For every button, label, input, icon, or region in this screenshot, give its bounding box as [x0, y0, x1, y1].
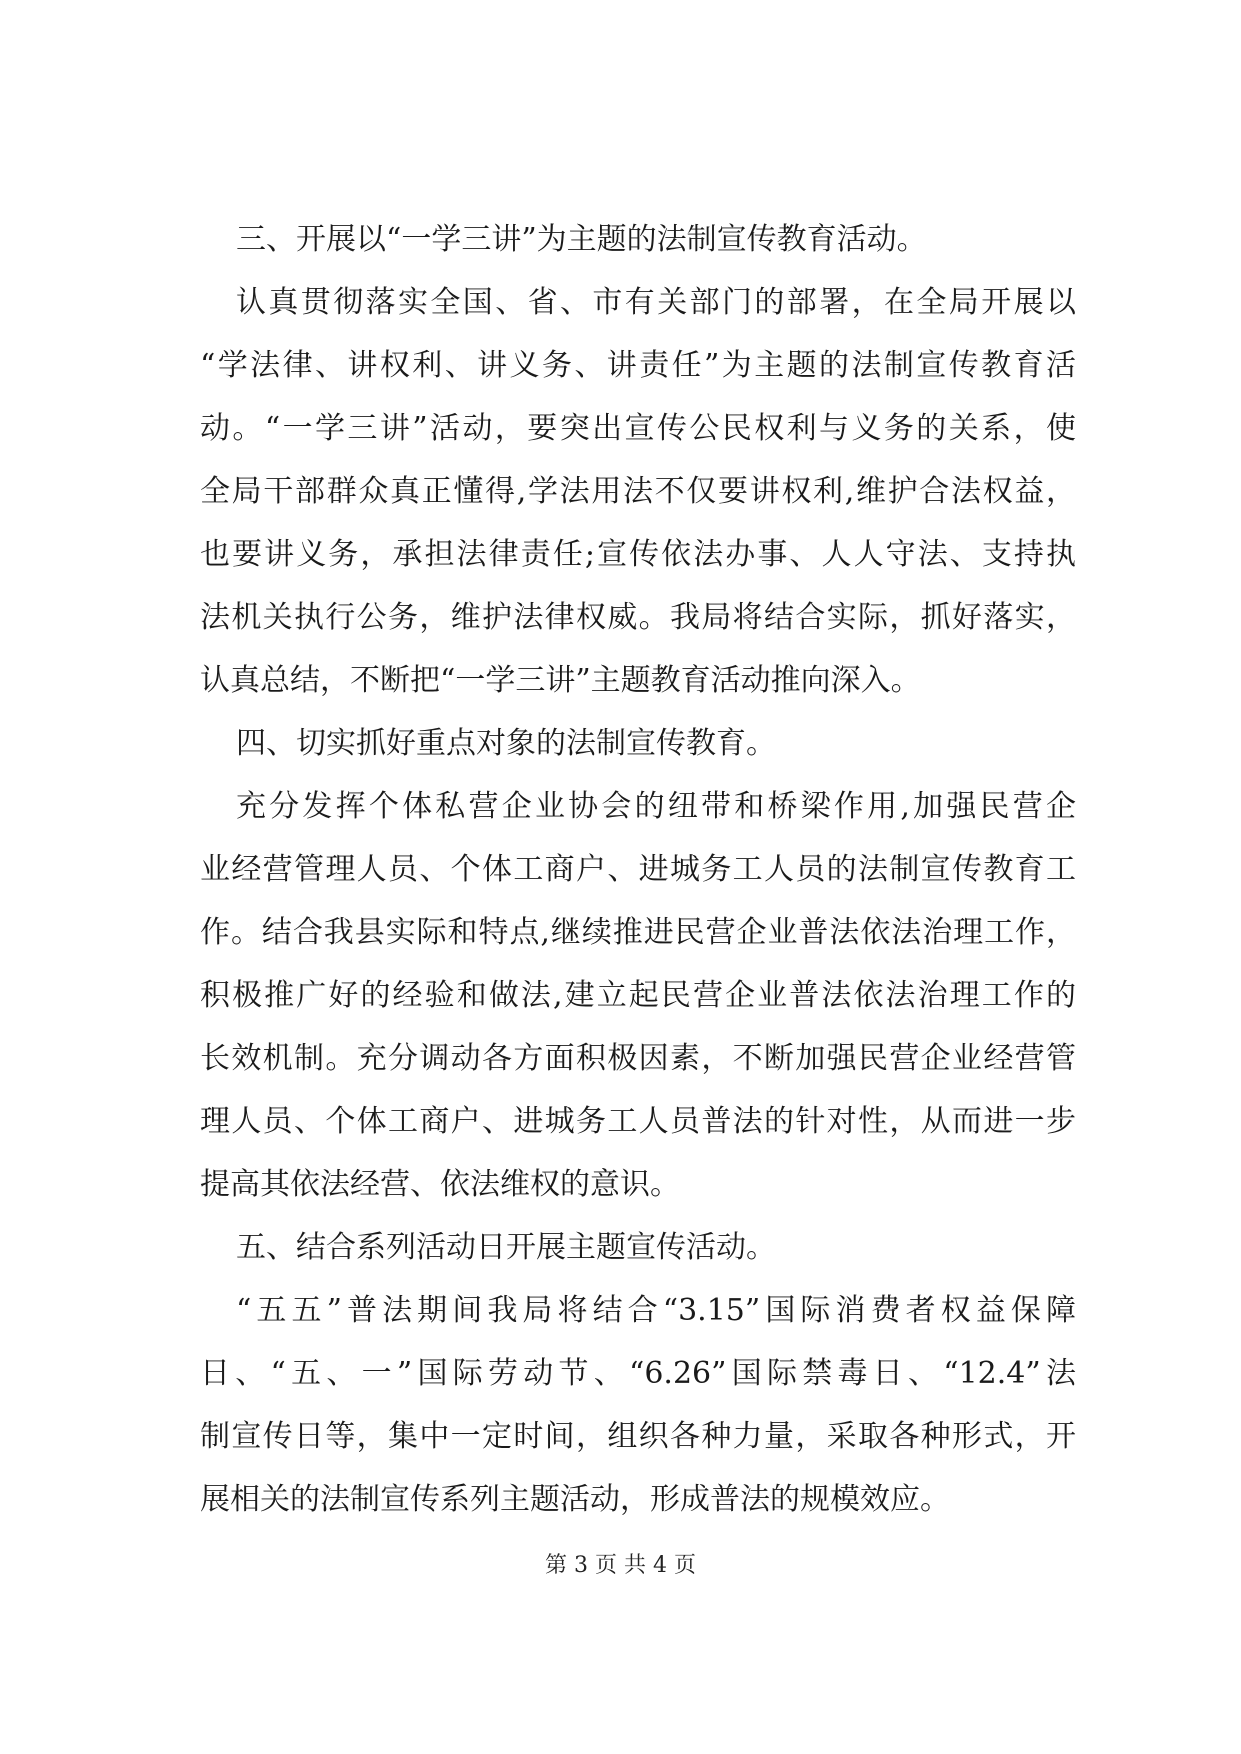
text-line: 作。结合我县实际和特点,继续推进民营企业普法依法治理工作， — [200, 915, 1076, 950]
text-line: “五五”普法期间我局将结合“3.15”国际消费者权益保障 — [236, 1293, 1076, 1328]
text-line: 日、“五、一”国际劳动节、“6.26”国际禁毒日、“12.4”法 — [200, 1356, 1076, 1391]
text-line: 认真总结，不断把“一学三讲”主题教育活动推向深入。 — [200, 663, 921, 698]
text-line: 认真贯彻落实全国、省、市有关部门的部署，在全局开展以 — [236, 285, 1076, 320]
text-line: 动。“一学三讲”活动，要突出宣传公民权利与义务的关系，使 — [200, 411, 1076, 446]
text-line: 提高其依法经营、依法维权的意识。 — [200, 1167, 680, 1202]
text-line: 充分发挥个体私营企业协会的纽带和桥梁作用,加强民营企 — [236, 789, 1076, 824]
text-line: 理人员、个体工商户、进城务工人员普法的针对性，从而进一步 — [200, 1104, 1076, 1139]
text-line: 展相关的法制宣传系列主题活动，形成普法的规模效应。 — [200, 1482, 950, 1517]
text-line: “学法律、讲权利、讲义务、讲责任”为主题的法制宣传教育活 — [200, 348, 1076, 383]
text-line: 制宣传日等，集中一定时间，组织各种力量，采取各种形式，开 — [200, 1419, 1076, 1454]
text-line: 全局干部群众真正懂得,学法用法不仅要讲权利,维护合法权益， — [200, 474, 1076, 509]
text-line: 三、开展以“一学三讲”为主题的法制宣传教育活动。 — [236, 222, 927, 257]
text-line: 法机关执行公务，维护法律权威。我局将结合实际，抓好落实， — [200, 600, 1076, 635]
text-line: 积极推广好的经验和做法,建立起民营企业普法依法治理工作的 — [200, 978, 1076, 1013]
page-number-footer: 第 3 页 共 4 页 — [545, 1553, 696, 1578]
text-line: 四、切实抓好重点对象的法制宣传教育。 — [236, 726, 776, 761]
text-line: 业经营管理人员、个体工商户、进城务工人员的法制宣传教育工 — [200, 852, 1076, 887]
text-line: 长效机制。充分调动各方面积极因素，不断加强民营企业经营管 — [200, 1041, 1076, 1076]
document-body — [200, 208, 1076, 1531]
text-line: 也要讲义务，承担法律责任;宣传依法办事、人人守法、支持执 — [200, 537, 1076, 572]
text-line: 五、结合系列活动日开展主题宣传活动。 — [236, 1230, 776, 1265]
